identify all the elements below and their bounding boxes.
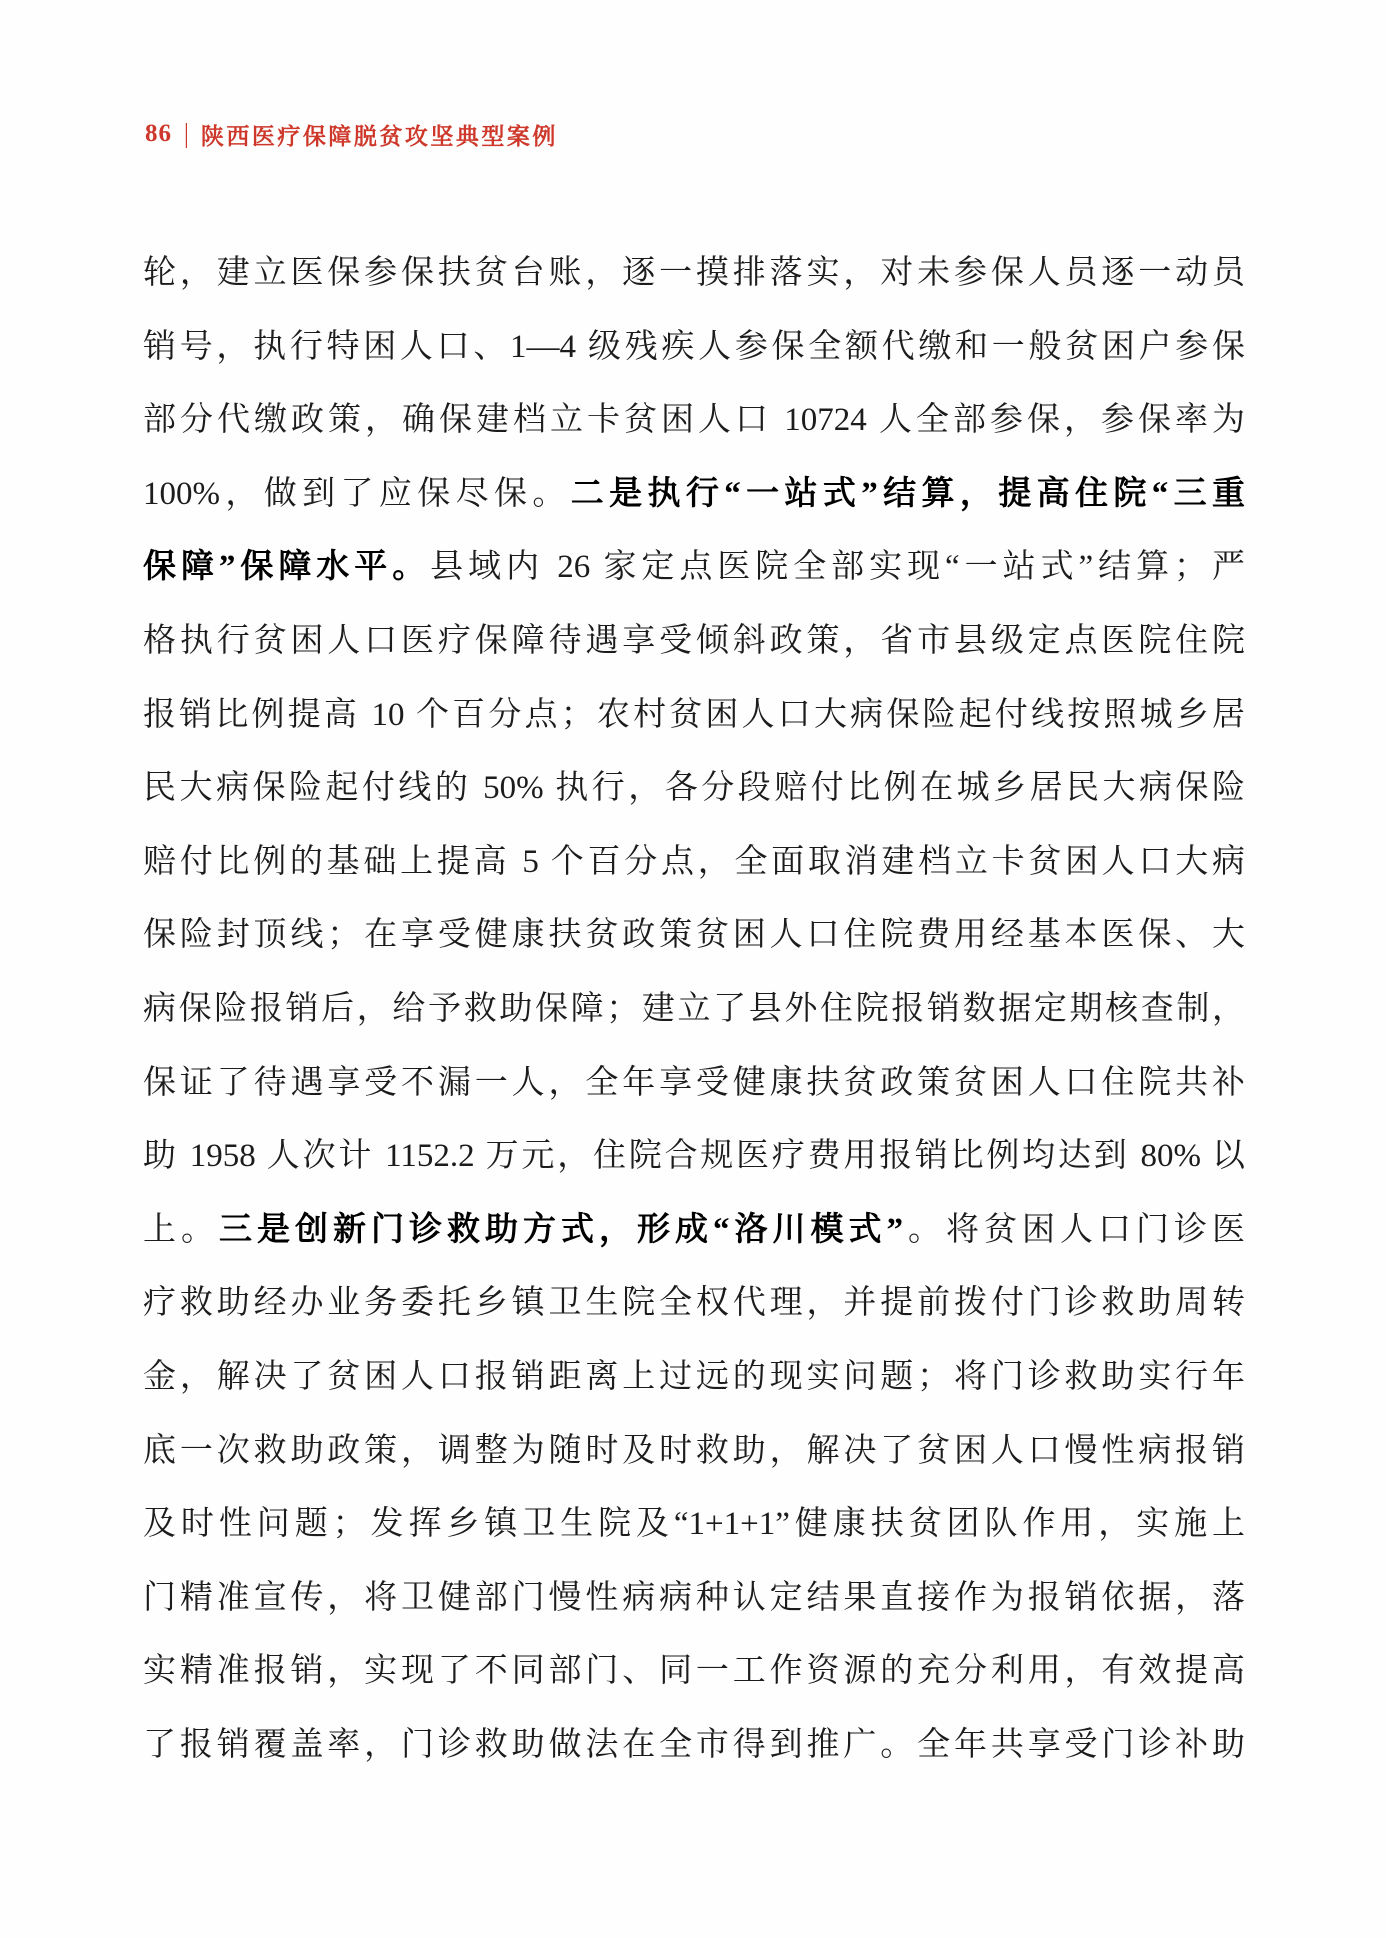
body-line-segment: 轮，建立医保参保扶贫台账，逐一摸排落实，对未参保人员逐一动员 <box>143 255 1245 291</box>
body-line-segment: 上。 <box>143 1211 219 1248</box>
body-line-bold-segment: 保障”保障水平。 <box>143 549 431 586</box>
body-line <box>143 384 1245 458</box>
body-line-segment: 保证了待遇享受不漏一人，全年享受健康扶贫政策贫困人口住院共补 <box>143 1064 1245 1101</box>
body-line-segment: 助 1958 人次计 1152.2 万元，住院合规医疗费用报销比例均达到 80% 以 <box>143 1138 1245 1175</box>
body-line-segment: 100%，做到了应保尽保。 <box>143 475 571 512</box>
body-line-segment: 了报销覆盖率，门诊救助做法在全市得到推广。全年共享受门诊补助 <box>143 1726 1245 1763</box>
body-line-segment: 赔付比例的基础上提高 5 个百分点，全面取消建档立卡贫困人口大病 <box>143 843 1245 880</box>
body-line <box>143 237 1245 311</box>
body-line <box>143 679 1245 753</box>
body-line <box>143 531 1245 605</box>
body-line <box>143 1488 1245 1562</box>
body-line-segment: 县域内 26 家定点医院全部实现“一站式”结算；严 <box>430 549 1245 586</box>
body-line-segment: 疗救助经办业务委托乡镇卫生院全权代理，并提前拨付门诊救助周转 <box>143 1285 1245 1322</box>
body-line-segment: 病保险报销后，给予救助保障；建立了县外住院报销数据定期核查制， <box>143 990 1245 1027</box>
body-line <box>143 1415 1245 1489</box>
body-line <box>143 1562 1245 1636</box>
body-line-segment: 部分代缴政策，确保建档立卡贫困人口 10724 人全部参保，参保率为 <box>143 402 1245 439</box>
body-line <box>143 1267 1245 1341</box>
header-title: 陕西医疗保障脱贫攻坚典型案例 <box>200 123 558 149</box>
body-line <box>143 1120 1245 1194</box>
body-line-segment: 报销比例提高 10 个百分点；农村贫困人口大病保险起付线按照城乡居 <box>143 696 1245 733</box>
body-line-segment: 底一次救助政策，调整为随时及时救助，解决了贫困人口慢性病报销 <box>143 1432 1245 1469</box>
body-line <box>143 752 1245 826</box>
body-line <box>143 973 1245 1047</box>
body-line-segment: 保险封顶线；在享受健康扶贫政策贫困人口住院费用经基本医保、大 <box>143 917 1245 954</box>
body-line-segment: 门精准宣传，将卫健部门慢性病病种认定结果直接作为报销依据，落 <box>143 1579 1245 1616</box>
body-line-bold-segment: 二是执行“一站式”结算，提高住院“三重 <box>570 475 1245 512</box>
body-line <box>143 311 1245 385</box>
body-line-segment: 民大病保险起付线的 50% 执行，各分段赔付比例在城乡居民大病保险 <box>143 770 1245 807</box>
body-line <box>143 1341 1245 1415</box>
header-separator: | <box>184 118 189 149</box>
body-line-segment: 销号，执行特困人口、1—4 级残疾人参保全额代缴和一般贫困户参保 <box>143 328 1245 365</box>
body-line <box>143 899 1245 973</box>
body-line-segment: 格执行贫困人口医疗保障待遇享受倾斜政策，省市县级定点医院住院 <box>143 622 1245 659</box>
page-header <box>145 116 558 152</box>
body-line <box>143 1047 1245 1121</box>
body-line-segment: 及时性问题；发挥乡镇卫生院及“1+1+1”健康扶贫团队作用，实施上 <box>143 1506 1245 1543</box>
body-line <box>143 605 1245 679</box>
body-line <box>143 1635 1245 1709</box>
body-line-segment: 金，解决了贫困人口报销距离上过远的现实问题；将门诊救助实行年 <box>143 1358 1245 1395</box>
body-line <box>143 1709 1245 1783</box>
body-line <box>143 458 1245 532</box>
body-line <box>143 1194 1245 1268</box>
body-line <box>143 826 1245 900</box>
body-line-segment: 实精准报销，实现了不同部门、同一工作资源的充分利用，有效提高 <box>143 1653 1245 1690</box>
body-line-segment: 。将贫困人口门诊医 <box>903 1211 1245 1248</box>
body-text <box>143 237 1245 1782</box>
body-line-bold-segment: 三是创新门诊救助方式，形成“洛川模式” <box>219 1211 903 1248</box>
page-number: 86 <box>145 120 172 147</box>
